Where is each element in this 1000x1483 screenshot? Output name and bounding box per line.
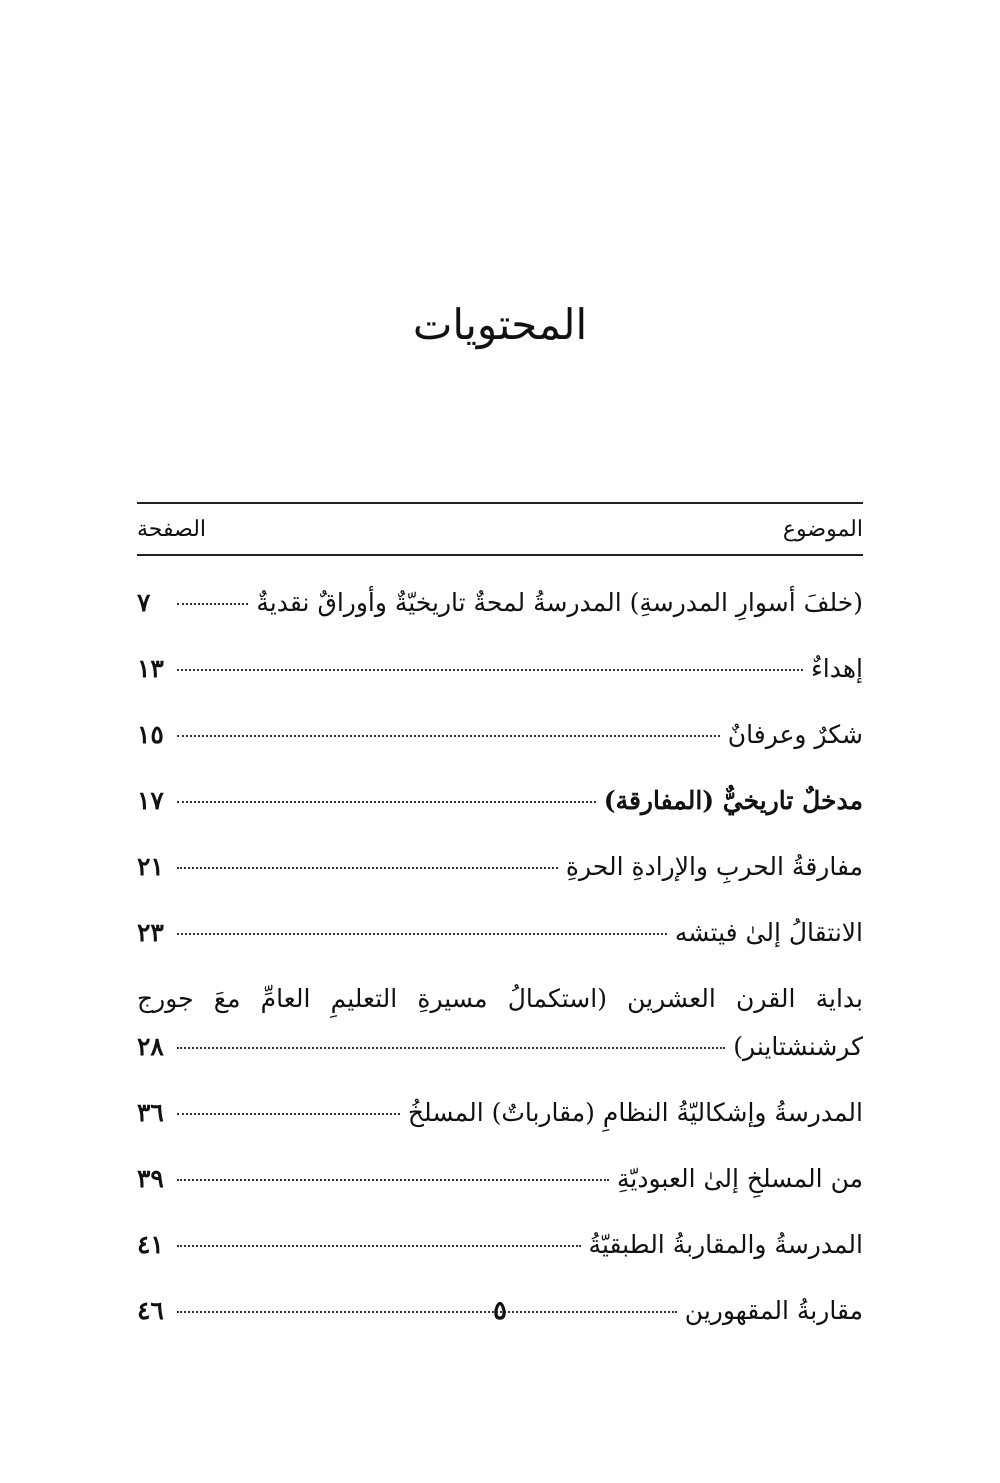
table-of-contents xyxy=(137,502,863,1362)
dot-leader xyxy=(177,603,248,605)
toc-entry-line-2 xyxy=(137,1032,863,1076)
toc-entry-label: (خلفَ أسوارِ المدرسةِ) المدرسةُ لمحةٌ تاريخيّةٌ وأوراقٌ نقديةٌ xyxy=(256,588,863,617)
toc-entry-label: إهداءٌ xyxy=(811,654,863,683)
toc-entry-label: مفارقةُ الحربِ والإرادةِ الحرةِ xyxy=(565,852,863,881)
toc-entry-page: ١٧ xyxy=(137,786,164,815)
toc-entry-page: ٣٩ xyxy=(137,1164,164,1193)
dot-leader xyxy=(177,1245,581,1247)
dot-leader xyxy=(177,1113,400,1115)
toc-entry-page: ١٣ xyxy=(137,654,164,683)
dot-leader xyxy=(177,735,720,737)
dot-leader xyxy=(177,669,803,671)
toc-entry-page: ٣٦ xyxy=(137,1098,164,1127)
toc-entry-label-continued: كرشنشتاينر) xyxy=(733,1032,863,1061)
toc-entry-label: مقاربةُ المقهورين xyxy=(684,1296,863,1325)
toc-entry-label: الانتقالُ إلىٰ فيتشه xyxy=(674,918,863,947)
toc-entry[interactable] xyxy=(137,654,863,720)
toc-entry-label: من المسلخِ إلىٰ العبوديّةِ xyxy=(617,1164,863,1193)
toc-entry-label: بداية القرن العشرين (استكمالُ مسيرةِ التعليمِ العامِّ معَ جورج xyxy=(137,984,863,1013)
toc-entry-label: المدرسةُ والمقاربةُ الطبقيّةُ xyxy=(588,1230,863,1259)
toc-entry-page: ٢٣ xyxy=(137,918,164,947)
page-title: المحتويات xyxy=(412,300,588,349)
toc-list xyxy=(137,556,863,1362)
dot-leader xyxy=(177,801,596,803)
toc-entry-page: ٤١ xyxy=(137,1230,164,1259)
toc-entry-page: ٢٨ xyxy=(137,1032,164,1061)
subject-column-label: الموضوع xyxy=(782,516,863,542)
toc-entry[interactable] xyxy=(137,1230,863,1296)
dot-leader xyxy=(177,933,667,935)
toc-entry-page: ١٥ xyxy=(137,720,164,749)
page-number: ٥ xyxy=(493,1296,507,1326)
page-column-label: الصفحة xyxy=(137,516,207,542)
toc-entry-page: ٢١ xyxy=(137,852,164,881)
toc-header xyxy=(137,504,863,554)
toc-entry[interactable] xyxy=(137,852,863,918)
dot-leader xyxy=(177,1179,609,1181)
toc-entry-label: مدخلٌ تاريخيٌّ (المفارقة) xyxy=(603,786,863,815)
toc-entry-page: ٤٦ xyxy=(137,1296,164,1325)
dot-leader xyxy=(177,867,558,869)
toc-entry[interactable] xyxy=(137,786,863,852)
toc-entry-page: ٧ xyxy=(137,588,151,617)
toc-entry[interactable] xyxy=(137,984,863,1076)
toc-entry[interactable] xyxy=(137,918,863,984)
toc-entry[interactable] xyxy=(137,720,863,786)
toc-entry[interactable] xyxy=(137,1098,863,1164)
toc-entry[interactable] xyxy=(137,1164,863,1230)
toc-entry[interactable] xyxy=(137,588,863,654)
toc-entry-label: شكرٌ وعرفانٌ xyxy=(727,720,863,749)
toc-entry-label: المدرسةُ وإشكاليّةُ النظامِ (مقارباتٌ) المسلخُ xyxy=(407,1098,863,1127)
dot-leader xyxy=(177,1047,725,1049)
